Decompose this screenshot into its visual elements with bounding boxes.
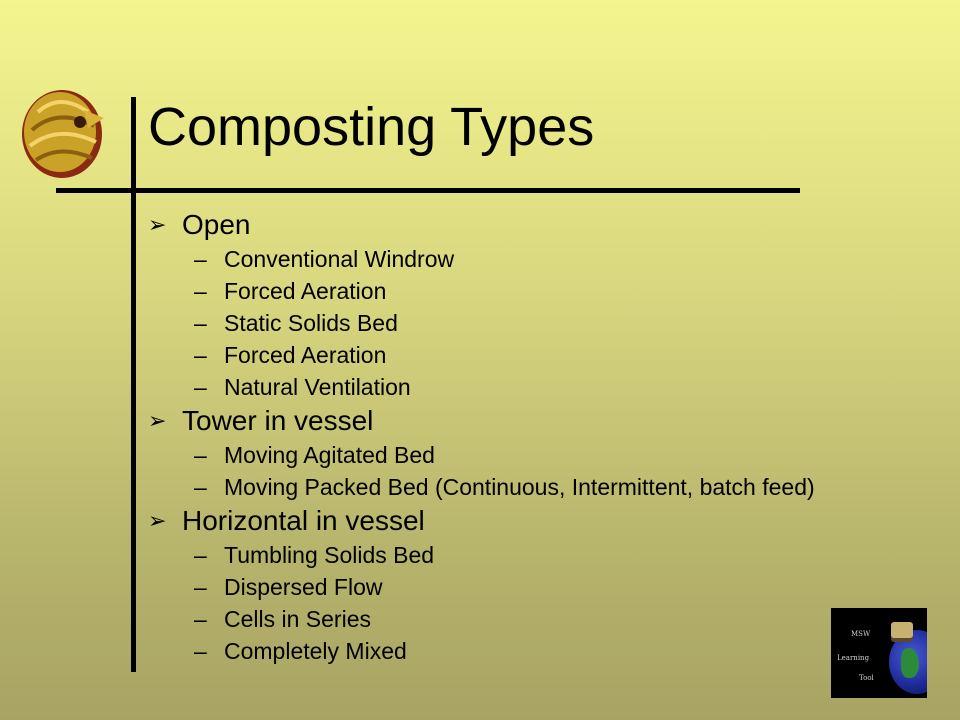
- sub-item-label: Static Solids Bed: [224, 310, 398, 336]
- dash-icon: –: [194, 606, 207, 632]
- sub-item: [148, 339, 938, 371]
- bulldozer-icon: [891, 622, 913, 638]
- arrow-bullet-icon: ➢: [148, 508, 167, 533]
- arrow-bullet-icon: ➢: [148, 212, 167, 237]
- sub-item: [148, 571, 938, 603]
- sub-item-label: Moving Agitated Bed: [224, 442, 435, 468]
- sub-item-label: Conventional Windrow: [224, 246, 455, 272]
- sub-item-label: Forced Aeration: [224, 278, 387, 304]
- dash-icon: –: [194, 442, 207, 468]
- badge-line-3: Tool: [859, 674, 874, 682]
- dash-icon: –: [194, 474, 207, 500]
- sub-item-label: Forced Aeration: [224, 342, 387, 368]
- sub-item-label: Dispersed Flow: [224, 574, 383, 600]
- dash-icon: –: [194, 342, 207, 368]
- sub-item: [148, 243, 938, 275]
- bullet-horizontal-in-vessel: [148, 503, 938, 539]
- bullet-list: [148, 207, 938, 667]
- sub-item-label: Cells in Series: [224, 606, 371, 632]
- bullet-label: Open: [182, 209, 251, 240]
- sub-item-label: Completely Mixed: [224, 638, 407, 664]
- dash-icon: –: [194, 246, 207, 272]
- bullet-tower-in-vessel: [148, 403, 938, 439]
- badge-line-2: Learning: [837, 654, 870, 662]
- sub-item-label: Moving Packed Bed (Continuous, Intermittent, batch feed): [224, 474, 815, 500]
- sub-item: [148, 439, 938, 471]
- sub-item: [148, 539, 938, 571]
- horizontal-divider: [56, 188, 800, 193]
- dash-icon: –: [194, 374, 207, 400]
- sub-item-label: Natural Ventilation: [224, 374, 411, 400]
- bullet-label: Tower in vessel: [182, 405, 374, 436]
- bullet-label: Horizontal in vessel: [182, 505, 425, 536]
- sub-item: [148, 471, 938, 503]
- vertical-divider: [131, 97, 136, 672]
- sub-item: [148, 275, 938, 307]
- sub-item: [148, 371, 938, 403]
- dash-icon: –: [194, 310, 207, 336]
- slide-title: Composting Types: [148, 97, 595, 157]
- dash-icon: –: [194, 638, 207, 664]
- continent-shape: [901, 648, 919, 678]
- sub-item: [148, 307, 938, 339]
- arrow-bullet-icon: ➢: [148, 408, 167, 433]
- badge-line-1: MSW: [851, 630, 871, 638]
- bullet-open: [148, 207, 938, 243]
- dash-icon: –: [194, 574, 207, 600]
- sub-item-label: Tumbling Solids Bed: [224, 542, 435, 568]
- sub-item: [148, 603, 938, 635]
- msw-learning-tool-badge: [831, 608, 927, 698]
- dash-icon: –: [194, 278, 207, 304]
- university-logo-icon: [18, 82, 110, 182]
- sub-item: [148, 635, 938, 667]
- dash-icon: –: [194, 542, 207, 568]
